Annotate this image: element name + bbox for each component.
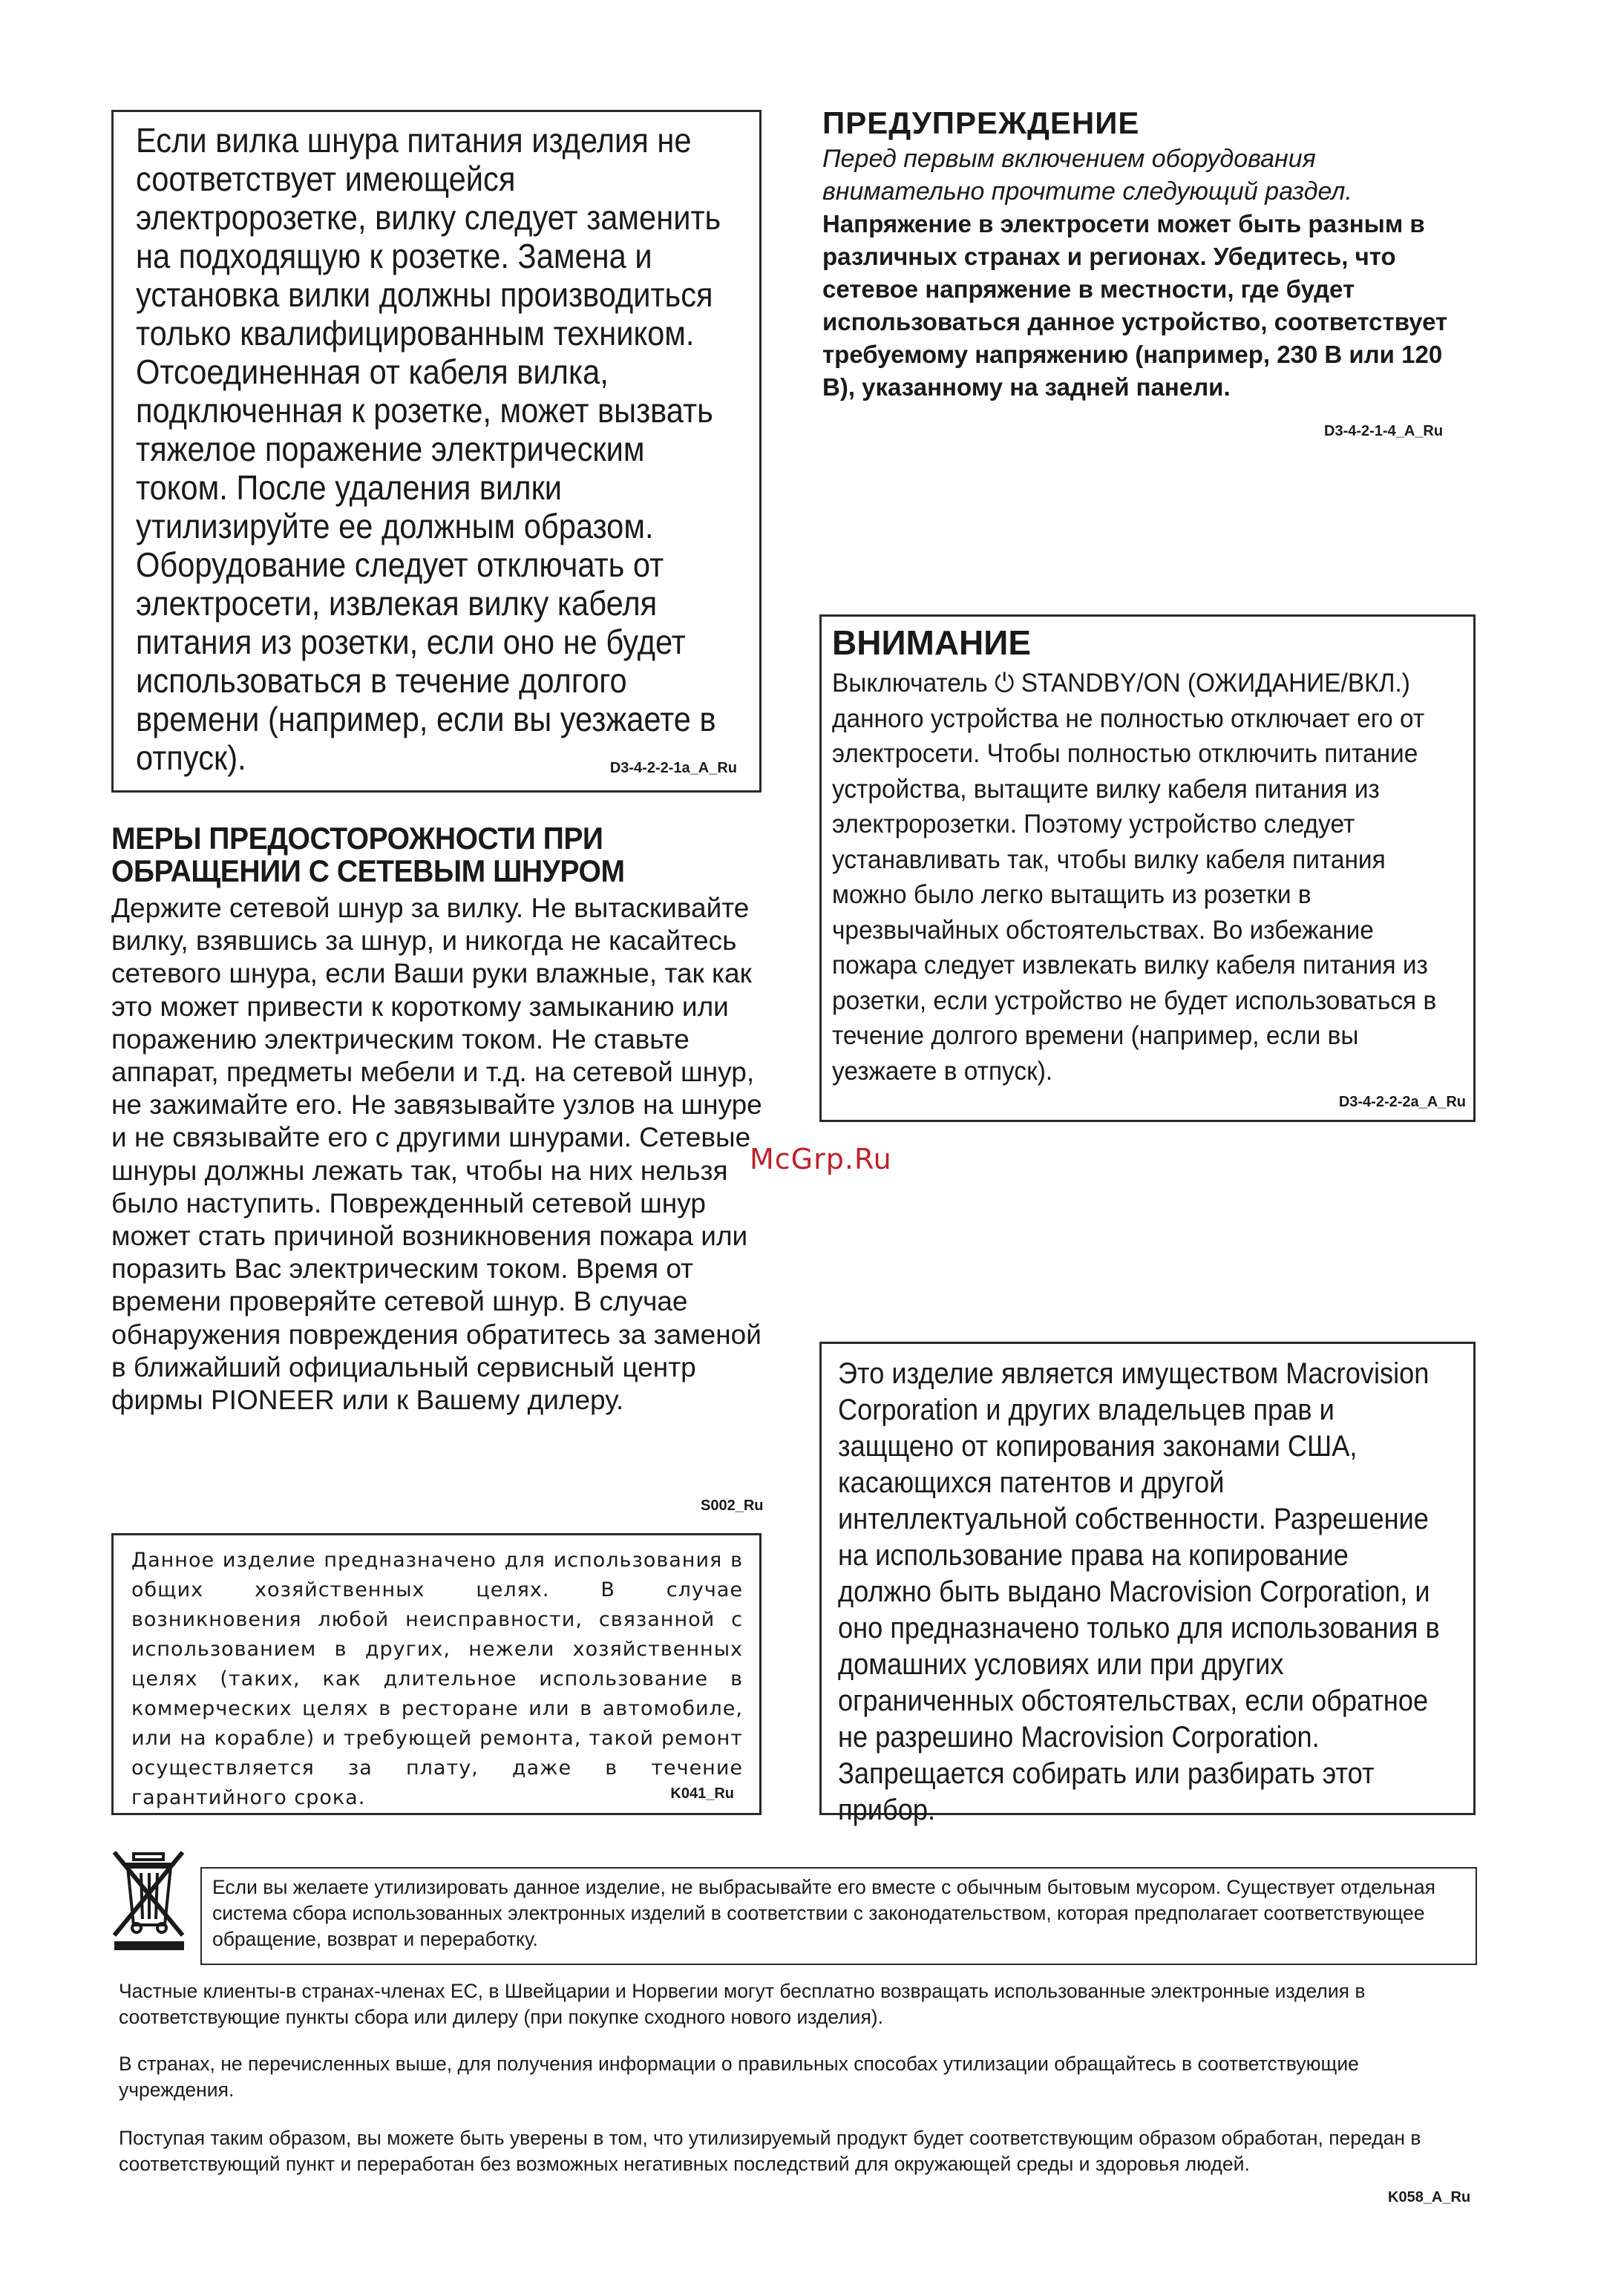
caution-ref: D3-4-2-2-2a_A_Ru bbox=[1338, 1094, 1466, 1110]
power-cord-section-title: МЕРЫ ПРЕДОСТОРОЖНОСТИ ПРИ ОБРАЩЕНИИ С СЕТЕВЫМ ШНУРОМ bbox=[111, 821, 625, 888]
warning-ref: D3-4-2-1-4_A_Ru bbox=[1324, 423, 1444, 439]
caution-title: ВНИМАНИЕ bbox=[832, 623, 1032, 662]
household-use-ref: K041_Ru bbox=[670, 1785, 734, 1802]
caution-box bbox=[819, 614, 1476, 1122]
disposal-paragraph-eu: Частные клиенты-в странах-членах ЕС, в Швейцарии и Норвегии могут бесплатно возвращать использованные электронные изделия в соответствующие пункты сбора или дилеру (при покупке сходного нового изделия). bbox=[119, 1980, 1366, 2028]
warning-title: ПРЕДУПРЕЖДЕНИЕ bbox=[822, 105, 1140, 140]
plug-replacement-notice-box bbox=[111, 110, 762, 793]
disposal-notice-box bbox=[200, 1867, 1477, 1965]
warning-body: Напряжение в электросети может быть разным в различных странах и регионах. Убедитесь, что сетевое напряжение в местности, где будет использоваться данное устройство, соответствует требуемому напряжению (например, 230 В или 120 В), указанному на задней панели. bbox=[822, 210, 1448, 401]
disposal-paragraph-assurance: Поступая таким образом, вы можете быть уверены в том, что утилизируемый продукт будет соответствующим образом обработан, передан в соответствующий пункт и переработан без возможных негативных последствий для окружающей среды и здоровья людей. bbox=[119, 2127, 1421, 2175]
macrovision-text: Это изделие является имуществом Macrovision Corporation и других владельцев прав и защщено от копирования законами США, касающихся патентов и другой интеллектуальной собственности. Разрешение на использование права на копирование должно быть выдано Macrovision Corporation, и оно предназначено только для использования в домашних условиях или при других ограниченных обстоятельствах, если обратное не разрешино Macrovision Corporation. Запрещается собирать или разбирать этот прибор. bbox=[838, 1357, 1440, 1826]
disposal-box-text: Если вы желаете утилизировать данное изделие, не выбрасывайте его вместе с обычным бытовым мусором. Существует отдельная система сбора использованных электронных изделий в соответствии с законодательством, которая предполагает соответствующее обращение, возврат и переработку. bbox=[212, 1876, 1435, 1950]
plug-replacement-text: Если вилка шнура питания изделия не соответствует имеющейся электророзетке, вилку следует заменить на подходящую к розетке. Замена и установка вилки должны производиться только квалифицированным техником. Отсоединенная от кабеля вилка, подключенная к розетке, может вызвать тяжелое поражение электрическим током. После удаления вилки утилизируйте ее должным образом. Оборудование следует отключать от электросети, извлекая вилку кабеля питания из розетки, если оно не будет использоваться в течение долгого времени (например, если вы уезжаете в отпуск). bbox=[136, 121, 721, 777]
disposal-ref: K058_A_Ru bbox=[1388, 2189, 1471, 2205]
household-use-box bbox=[111, 1533, 762, 1815]
household-use-text: Данное изделие предназначено для использования в общих хозяйственных целях. В случае возникновения любой неисправности, связанной с использованием в других, нежели хозяйственных целях (таких, как длительное использование в коммерческих целях в ресторане или в автомобиле, или на корабле) и требующей ремонта, такой ремонт осуществляется за плату, даже в течение гарантийного срока. bbox=[131, 1549, 743, 1809]
plug-replacement-ref: D3-4-2-2-1a_A_Ru bbox=[609, 760, 737, 776]
warning-intro: Перед первым включением оборудования внимательно прочтите следующий раздел. bbox=[822, 145, 1352, 206]
watermark: McGrp.Ru bbox=[750, 1143, 892, 1175]
macrovision-box bbox=[819, 1342, 1476, 1826]
power-cord-ref: S002_Ru bbox=[701, 1498, 764, 1514]
caution-text: Выключатель ⏻ STANDBY/ON (ОЖИДАНИЕ/ВКЛ.) данного устройства не полностью отключает его от электросети. Чтобы полностью отключить питание устройства, вытащите вилку кабеля питания из электророзетки. Поэтому устройство следует устанавливать так, чтобы вилку кабеля питания можно было легко вытащить из розетки в чрезвычайных обстоятельствах. Во избежание пожара следует извлекать вилку кабеля питания из розетки, если устройство не будет использоваться в течение долгого времени (например, если вы уезжаете в отпуск). bbox=[832, 669, 1437, 1086]
crossed-out-wheelie-bin-icon bbox=[108, 1848, 190, 1952]
disposal-paragraph-other-countries: В странах, не перечисленных выше, для получения информации о правильных способах утилизации обращайтесь в соответствующие учреждения. bbox=[119, 2053, 1359, 2101]
power-cord-section-body: Держите сетевой шнур за вилку. Не вытаскивайте вилку, взявшись за шнур, и никогда не касайтесь сетевого шнура, если Ваши руки влажные, так как это может привести к короткому замыканию или поражению электрическим током. Не ставьте аппарат, предметы мебели и т.д. на сетевой шнур, не зажимайте его. Не завязывайте узлов на шнуре и не связывайте его с другими шнурами. Сетевые шнуры должны лежать так, чтобы на них нельзя было наступить. Поврежденный сетевой шнур может стать причиной возникновения пожара или поразить Вас электрическим током. Время от времени проверяйте сетевой шнур. В случае обнаружения повреждения обратитесь за заменой в ближайший официальный сервисный центр фирмы PIONEER или к Вашему дилеру. bbox=[111, 893, 762, 1416]
